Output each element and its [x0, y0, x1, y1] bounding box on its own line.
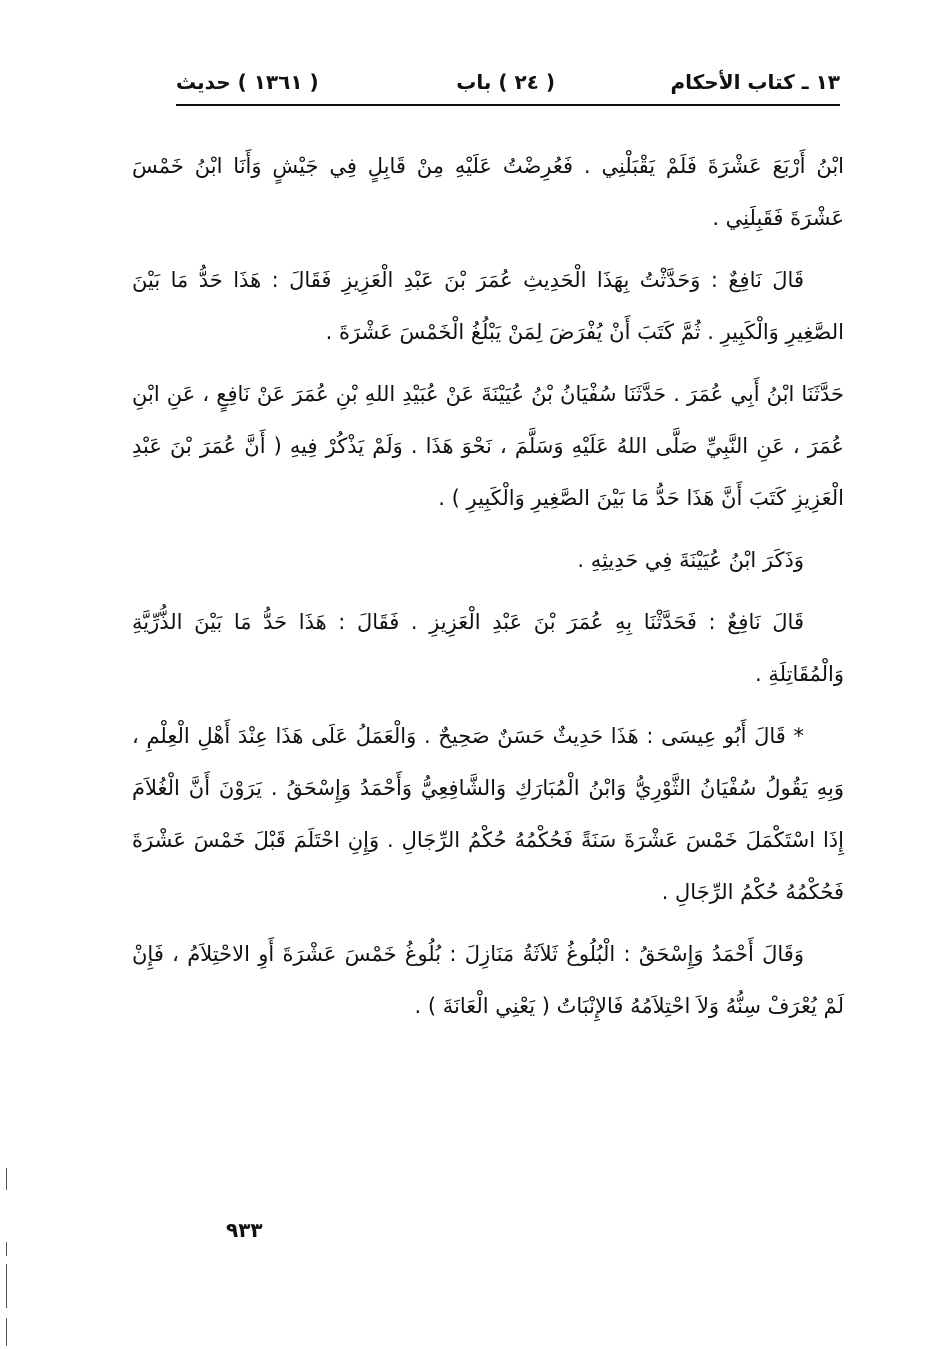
- page-number: ٩٣٣: [226, 1218, 263, 1242]
- paragraph-3: حَدَّثَنَا ابْنُ أَبِي عُمَرَ . حَدَّثَنَا سُفْيَانُ بْنُ عُيَيْنَةَ عَنْ عُبَيْدِ اللهِ بْنِ عُمَرَ عَنْ نَافِعٍ ، عَنِ ابْنِ عُمَرَ ، عَنِ النَّبِيِّ صَلَّى اللهُ عَلَيْهِ وَسَلَّمَ ، نَحْوَ هَذَا . وَلَمْ يَذْكُرْ فِيهِ ( أَنَّ عُمَرَ بْنَ عَبْدِ الْعَزِيزِ كَتَبَ أَنَّ هَذَا حَدُّ مَا بَيْنَ الصَّغِيرِ وَالْكَبِيرِ ) .: [132, 382, 844, 510]
- paragraph-5: قَالَ نَافِعٌ : فَحَدَّثْنَا بِهِ عُمَرَ بْنَ عَبْدِ الْعَزِيزِ . فَقَالَ : هَذَا حَدُّ مَا بَيْنَ الذُّرِّيَّةِ وَالْمُقَاتِلَةِ .: [132, 610, 844, 686]
- body-text: [132, 140, 844, 1042]
- header-rule: [176, 104, 840, 106]
- header-chapter: ( ٢٤ ) باب: [456, 70, 555, 94]
- header-hadith-number: ( ١٣٦١ ) حديث: [176, 70, 319, 94]
- margin-mark: [6, 1318, 7, 1346]
- paragraph-1: ابْنُ أَرْبَعَ عَشْرَةَ فَلَمْ يَقْبَلْنِي . فَعُرِضْتُ عَلَيْهِ مِنْ قَابِلٍ فِي جَيْشٍ وَأَنَا ابْنُ خَمْسَ عَشْرَةَ فَقَبِلَنِي .: [132, 154, 844, 230]
- margin-mark: [6, 1242, 7, 1256]
- paragraph-7: وَقَالَ أَحْمَدُ وَإِسْحَقُ : الْبُلُوغُ ثَلاَثَةُ مَنَازِلَ : بُلُوغُ خَمْسَ عَشْرَةَ أَوِ الاحْتِلاَمُ ، فَإِنْ لَمْ يُعْرَفْ سِنُّهُ وَلاَ احْتِلاَمُهُ فَالإِنْبَاتُ ( يَعْنِي الْعَانَةَ ) .: [132, 942, 844, 1018]
- paragraph-4: وَذَكَرَ ابْنُ عُيَيْنَةَ فِي حَدِيثِهِ .: [577, 548, 804, 572]
- margin-mark: [6, 1168, 7, 1190]
- paragraph-6: * قَالَ أَبُو عِيسَى : هَذَا حَدِيثٌ حَسَنٌ صَحِيحٌ . وَالْعَمَلُ عَلَى هَذَا عِنْدَ أَهْلِ الْعِلْمِ ، وَبِهِ يَقُولُ سُفْيَانُ الثَّوْرِيُّ وَابْنُ الْمُبَارَكِ وَالشَّافِعِيُّ وَأَحْمَدُ وَإِسْحَقُ . يَرَوْنَ أَنَّ الْغُلاَمَ إِذَا اسْتَكْمَلَ خَمْسَ عَشْرَةَ سَنَةً فَحُكْمُهُ حُكْمُ الرِّجَالِ . وَإِنِ احْتَلَمَ قَبْلَ خَمْسَ عَشْرَةَ فَحُكْمُهُ حُكْمُ الرِّجَالِ .: [132, 724, 844, 904]
- header-book-title: ١٣ ـ كتاب الأحكام: [670, 70, 840, 94]
- margin-mark: [6, 1264, 7, 1308]
- paragraph-2: قَالَ نَافِعٌ : وَحَدَّثْتُ بِهَذَا الْحَدِيثِ عُمَرَ بْنَ عَبْدِ الْعَزِيزِ فَقَالَ : هَذَا حَدُّ مَا بَيْنَ الصَّغِيرِ وَالْكَبِيرِ . ثُمَّ كَتَبَ أَنْ يُفْرَضَ لِمَنْ يَبْلُغُ الْخَمْسَ عَشْرَةَ .: [132, 268, 844, 344]
- running-header: [176, 68, 840, 108]
